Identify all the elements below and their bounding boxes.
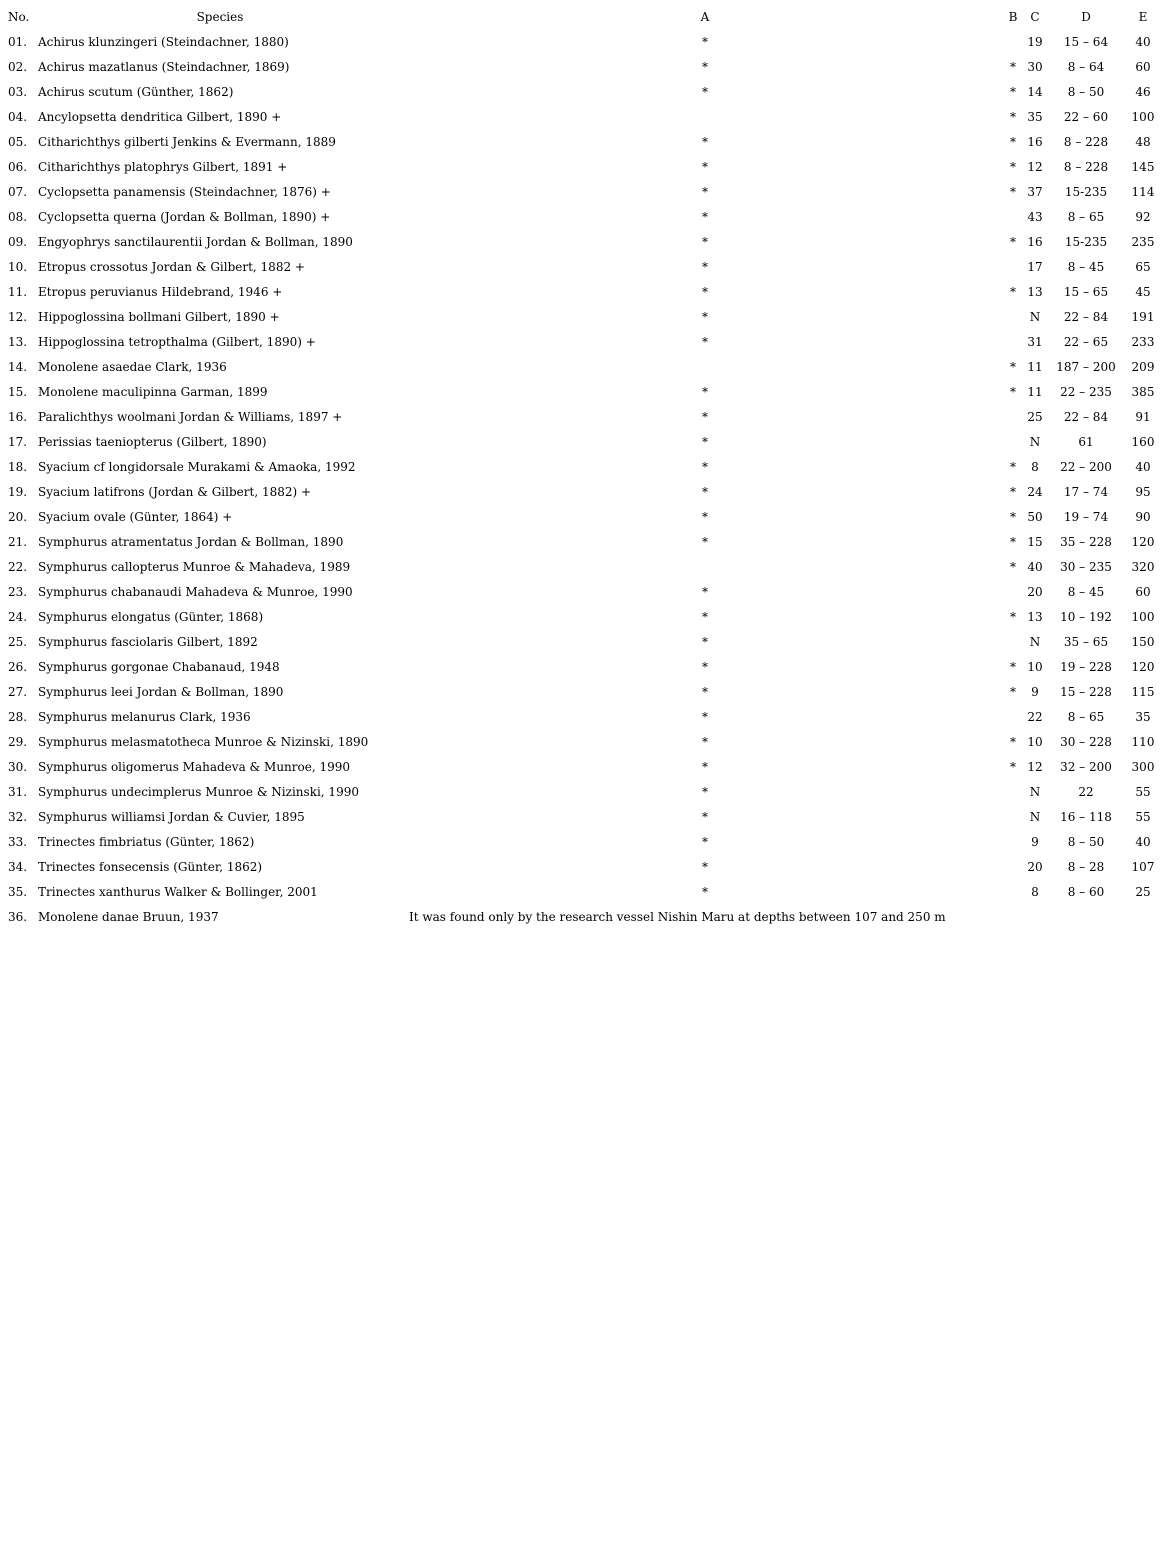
row-species: Symphurus gorgonae Chabanaud, 1948: [38, 660, 280, 674]
table-row: [0, 780, 1165, 805]
table-row: [0, 655, 1165, 680]
row-a: *: [702, 460, 708, 474]
row-no: 02.: [8, 60, 28, 74]
row-a: *: [702, 135, 708, 149]
row-d: 15-235: [1064, 235, 1108, 249]
row-note: It was found only by the research vessel Nishin Maru at depths between 107 and 250 m: [409, 910, 946, 924]
row-c: 15: [1027, 535, 1043, 549]
row-a: *: [702, 510, 708, 524]
row-b: *: [1010, 760, 1016, 774]
row-c: 37: [1027, 185, 1043, 199]
table-row: [0, 355, 1165, 380]
row-species: Symphurus fasciolaris Gilbert, 1892: [38, 635, 258, 649]
row-no: 10.: [8, 260, 28, 274]
row-a: *: [702, 585, 708, 599]
row-e: 233: [1131, 335, 1155, 349]
row-c: 20: [1027, 585, 1043, 599]
row-e: 55: [1135, 810, 1151, 824]
row-d: 8 – 65: [1067, 210, 1105, 224]
row-no: 06.: [8, 160, 28, 174]
row-a: *: [702, 710, 708, 724]
row-species: Paralichthys woolmani Jordan & Williams, 1897 +: [38, 410, 343, 424]
row-species: Ancylopsetta dendritica Gilbert, 1890 +: [38, 110, 282, 124]
row-a: *: [702, 210, 708, 224]
row-e: 191: [1131, 310, 1155, 324]
row-c: 13: [1027, 285, 1043, 299]
row-no: 08.: [8, 210, 28, 224]
table-row: [0, 80, 1165, 105]
row-species: Engyophrys sanctilaurentii Jordan & Bollman, 1890: [38, 235, 353, 249]
row-a: *: [702, 635, 708, 649]
row-species: Monolene maculipinna Garman, 1899: [38, 385, 268, 399]
row-b: *: [1010, 135, 1016, 149]
row-e: 120: [1131, 535, 1155, 549]
row-d: 22 – 65: [1063, 335, 1109, 349]
table-row: [0, 830, 1165, 855]
row-b: *: [1010, 610, 1016, 624]
row-d: 15 – 228: [1060, 685, 1112, 699]
row-c: 9: [1031, 835, 1039, 849]
row-no: 24.: [8, 610, 28, 624]
header-e: E: [1138, 10, 1148, 24]
row-c: 8: [1031, 460, 1039, 474]
row-d: 22 – 200: [1060, 460, 1112, 474]
row-no: 36.: [8, 910, 28, 924]
row-b: *: [1010, 485, 1016, 499]
row-a: *: [702, 385, 708, 399]
row-b: *: [1010, 685, 1016, 699]
row-c: 10: [1027, 660, 1043, 674]
row-no: 19.: [8, 485, 28, 499]
row-a: *: [702, 35, 708, 49]
row-no: 34.: [8, 860, 28, 874]
header-b: B: [1008, 10, 1018, 24]
row-e: 160: [1131, 435, 1155, 449]
row-c: N: [1029, 435, 1041, 449]
row-e: 48: [1135, 135, 1151, 149]
row-e: 110: [1131, 735, 1155, 749]
row-c: 50: [1027, 510, 1043, 524]
row-c: N: [1029, 785, 1041, 799]
row-d: 35 – 228: [1060, 535, 1112, 549]
row-e: 150: [1131, 635, 1155, 649]
row-a: *: [702, 235, 708, 249]
row-c: N: [1029, 310, 1041, 324]
row-species: Symphurus chabanaudi Mahadeva & Munroe, 1990: [38, 585, 353, 599]
row-e: 92: [1135, 210, 1151, 224]
row-d: 8 – 228: [1063, 135, 1109, 149]
row-species: Symphurus callopterus Munroe & Mahadeva, 1989: [38, 560, 351, 574]
row-a: *: [702, 735, 708, 749]
table-row: [0, 730, 1165, 755]
row-species: Cyclopsetta querna (Jordan & Bollman, 1890) +: [38, 210, 331, 224]
row-e: 100: [1131, 110, 1155, 124]
row-e: 120: [1131, 660, 1155, 674]
row-a: *: [702, 160, 708, 174]
table-row: [0, 305, 1165, 330]
row-a: *: [702, 885, 708, 899]
row-b: *: [1010, 285, 1016, 299]
row-no: 09.: [8, 235, 28, 249]
row-species: Citharichthys gilberti Jenkins & Evermann, 1889: [38, 135, 336, 149]
row-d: 22 – 235: [1060, 385, 1112, 399]
row-c: 22: [1027, 710, 1043, 724]
row-c: 12: [1027, 760, 1043, 774]
row-d: 22 – 84: [1063, 410, 1109, 424]
row-e: 45: [1135, 285, 1151, 299]
row-c: 14: [1027, 85, 1043, 99]
row-species: Symphurus atramentatus Jordan & Bollman, 1890: [38, 535, 344, 549]
table-row: [0, 330, 1165, 355]
row-no: 33.: [8, 835, 28, 849]
table-row: [0, 880, 1165, 905]
row-a: *: [702, 760, 708, 774]
row-a: *: [702, 310, 708, 324]
row-species: Cyclopsetta panamensis (Steindachner, 1876) +: [38, 185, 331, 199]
row-b: *: [1010, 235, 1016, 249]
row-e: 65: [1135, 260, 1151, 274]
row-d: 19 – 228: [1060, 660, 1112, 674]
row-d: 22 – 84: [1063, 310, 1109, 324]
table-row: [0, 555, 1165, 580]
row-no: 11.: [8, 285, 28, 299]
row-a: *: [702, 610, 708, 624]
header-d: D: [1081, 10, 1091, 24]
row-no: 01.: [8, 35, 28, 49]
row-b: *: [1010, 360, 1016, 374]
row-species: Syacium latifrons (Jordan & Gilbert, 1882) +: [38, 485, 312, 499]
row-c: 12: [1027, 160, 1043, 174]
header-species: Species: [196, 10, 244, 24]
row-no: 29.: [8, 735, 28, 749]
row-c: 16: [1027, 235, 1043, 249]
table-row: [0, 380, 1165, 405]
row-species: Monolene danae Bruun, 1937: [38, 910, 219, 924]
row-e: 235: [1131, 235, 1155, 249]
row-c: 16: [1027, 135, 1043, 149]
table-row: [0, 605, 1165, 630]
table-row: [0, 455, 1165, 480]
row-species: Citharichthys platophrys Gilbert, 1891 +: [38, 160, 288, 174]
row-c: 17: [1027, 260, 1043, 274]
row-species: Syacium ovale (Günter, 1864) +: [38, 510, 233, 524]
row-species: Symphurus oligomerus Mahadeva & Munroe, 1990: [38, 760, 351, 774]
table-row: [0, 155, 1165, 180]
row-no: 25.: [8, 635, 28, 649]
row-b: *: [1010, 735, 1016, 749]
row-species: Symphurus leei Jordan & Bollman, 1890: [38, 685, 284, 699]
row-b: *: [1010, 535, 1016, 549]
row-d: 17 – 74: [1063, 485, 1109, 499]
row-e: 100: [1131, 610, 1155, 624]
row-c: 13: [1027, 610, 1043, 624]
row-d: 15 – 64: [1063, 35, 1109, 49]
row-d: 8 – 28: [1067, 860, 1105, 874]
row-e: 107: [1131, 860, 1155, 874]
row-d: 8 – 64: [1067, 60, 1105, 74]
row-e: 145: [1131, 160, 1155, 174]
row-b: *: [1010, 185, 1016, 199]
row-a: *: [702, 435, 708, 449]
row-no: 07.: [8, 185, 28, 199]
table-row: [0, 205, 1165, 230]
table-row: [0, 805, 1165, 830]
row-species: Trinectes fimbriatus (Günter, 1862): [38, 835, 255, 849]
row-no: 28.: [8, 710, 28, 724]
row-a: *: [702, 685, 708, 699]
row-e: 95: [1135, 485, 1151, 499]
table-row: [0, 480, 1165, 505]
header-a: A: [700, 10, 710, 24]
row-d: 15 – 65: [1063, 285, 1109, 299]
row-c: 20: [1027, 860, 1043, 874]
row-no: 27.: [8, 685, 28, 699]
row-e: 25: [1135, 885, 1151, 899]
table-row: [0, 430, 1165, 455]
row-e: 60: [1135, 60, 1151, 74]
row-no: 14.: [8, 360, 28, 374]
row-a: *: [702, 485, 708, 499]
table-row: [0, 580, 1165, 605]
row-no: 21.: [8, 535, 28, 549]
row-d: 35 – 65: [1063, 635, 1109, 649]
header-no: No.: [8, 10, 30, 24]
row-c: 31: [1027, 335, 1043, 349]
row-d: 187 – 200: [1056, 360, 1116, 374]
row-e: 40: [1135, 835, 1151, 849]
header-c: C: [1030, 10, 1040, 24]
row-no: 18.: [8, 460, 28, 474]
row-species: Achirus mazatlanus (Steindachner, 1869): [38, 60, 290, 74]
row-species: Symphurus melasmatotheca Munroe & Nizinski, 1890: [38, 735, 369, 749]
row-b: *: [1010, 110, 1016, 124]
row-b: *: [1010, 460, 1016, 474]
row-e: 115: [1131, 685, 1155, 699]
row-species: Symphurus elongatus (Günter, 1868): [38, 610, 264, 624]
row-d: 8 – 60: [1067, 885, 1105, 899]
row-a: *: [702, 260, 708, 274]
row-b: *: [1010, 560, 1016, 574]
table-row: [0, 105, 1165, 130]
row-no: 13.: [8, 335, 28, 349]
row-no: 22.: [8, 560, 28, 574]
row-no: 05.: [8, 135, 28, 149]
table-row: [0, 55, 1165, 80]
row-species: Perissias taeniopterus (Gilbert, 1890): [38, 435, 267, 449]
table-row: [0, 705, 1165, 730]
row-b: *: [1010, 85, 1016, 99]
row-d: 19 – 74: [1063, 510, 1109, 524]
row-d: 8 – 228: [1063, 160, 1109, 174]
row-d: 8 – 50: [1067, 85, 1105, 99]
row-species: Etropus peruvianus Hildebrand, 1946 +: [38, 285, 283, 299]
row-d: 8 – 65: [1067, 710, 1105, 724]
row-a: *: [702, 60, 708, 74]
row-a: *: [702, 860, 708, 874]
row-no: 35.: [8, 885, 28, 899]
row-no: 03.: [8, 85, 28, 99]
row-d: 32 – 200: [1060, 760, 1112, 774]
row-species: Trinectes fonsecensis (Günter, 1862): [38, 860, 263, 874]
row-c: 11: [1027, 385, 1043, 399]
row-c: N: [1029, 635, 1041, 649]
row-c: 25: [1027, 410, 1043, 424]
row-c: 30: [1027, 60, 1043, 74]
row-species: Etropus crossotus Jordan & Gilbert, 1882 +: [38, 260, 305, 274]
row-species: Achirus scutum (Günther, 1862): [38, 85, 234, 99]
table-row: [0, 255, 1165, 280]
row-no: 23.: [8, 585, 28, 599]
row-a: *: [702, 285, 708, 299]
row-species: Hippoglossina bollmani Gilbert, 1890 +: [38, 310, 280, 324]
row-e: 320: [1131, 560, 1155, 574]
row-d: 22 – 60: [1063, 110, 1109, 124]
table-row: [0, 755, 1165, 780]
row-d: 8 – 45: [1067, 260, 1105, 274]
row-species: Symphurus williamsi Jordan & Cuvier, 1895: [38, 810, 305, 824]
table-row: [0, 680, 1165, 705]
row-a: *: [702, 835, 708, 849]
row-e: 300: [1131, 760, 1155, 774]
row-no: 26.: [8, 660, 28, 674]
row-d: 8 – 50: [1067, 835, 1105, 849]
row-a: *: [702, 85, 708, 99]
row-species: Symphurus undecimplerus Munroe & Nizinski, 1990: [38, 785, 359, 799]
row-species: Hippoglossina tetropthalma (Gilbert, 1890) +: [38, 335, 316, 349]
row-e: 90: [1135, 510, 1151, 524]
row-c: 35: [1027, 110, 1043, 124]
row-a: *: [702, 185, 708, 199]
row-a: *: [702, 660, 708, 674]
row-b: *: [1010, 60, 1016, 74]
row-c: 9: [1031, 685, 1039, 699]
table-row: [0, 405, 1165, 430]
row-no: 32.: [8, 810, 28, 824]
row-b: *: [1010, 385, 1016, 399]
row-d: 15-235: [1064, 185, 1108, 199]
row-d: 22: [1078, 785, 1094, 799]
row-a: *: [702, 785, 708, 799]
table-row: [0, 280, 1165, 305]
row-a: *: [702, 535, 708, 549]
table-row: [0, 630, 1165, 655]
row-a: *: [702, 410, 708, 424]
row-e: 91: [1135, 410, 1151, 424]
row-d: 16 – 118: [1060, 810, 1112, 824]
row-no: 16.: [8, 410, 28, 424]
row-d: 30 – 235: [1060, 560, 1112, 574]
row-c: 10: [1027, 735, 1043, 749]
row-c: 8: [1031, 885, 1039, 899]
row-e: 60: [1135, 585, 1151, 599]
table-row: [0, 855, 1165, 880]
row-c: 11: [1027, 360, 1043, 374]
row-c: 19: [1027, 35, 1043, 49]
row-c: 43: [1027, 210, 1043, 224]
row-a: *: [702, 335, 708, 349]
row-species: Syacium cf longidorsale Murakami & Amaoka, 1992: [38, 460, 356, 474]
table-row: [0, 180, 1165, 205]
row-no: 15.: [8, 385, 28, 399]
row-no: 04.: [8, 110, 28, 124]
table-row: [0, 130, 1165, 155]
row-e: 55: [1135, 785, 1151, 799]
row-d: 10 – 192: [1060, 610, 1112, 624]
table-row: [0, 30, 1165, 55]
row-species: Symphurus melanurus Clark, 1936: [38, 710, 251, 724]
table-row-36: [0, 905, 1165, 930]
row-d: 8 – 45: [1067, 585, 1105, 599]
table-row: [0, 230, 1165, 255]
row-e: 385: [1131, 385, 1155, 399]
row-e: 40: [1135, 35, 1151, 49]
table-header: [0, 5, 1165, 30]
row-no: 30.: [8, 760, 28, 774]
row-c: N: [1029, 810, 1041, 824]
row-no: 20.: [8, 510, 28, 524]
row-e: 46: [1135, 85, 1151, 99]
row-species: Achirus klunzingeri (Steindachner, 1880): [38, 35, 289, 49]
row-d: 61: [1078, 435, 1094, 449]
row-no: 31.: [8, 785, 28, 799]
row-e: 114: [1131, 185, 1155, 199]
row-species: Monolene asaedae Clark, 1936: [38, 360, 227, 374]
row-e: 209: [1131, 360, 1155, 374]
row-a: *: [702, 810, 708, 824]
row-no: 17.: [8, 435, 28, 449]
row-c: 24: [1027, 485, 1043, 499]
row-d: 30 – 228: [1060, 735, 1112, 749]
row-species: Trinectes xanthurus Walker & Bollinger, 2001: [38, 885, 318, 899]
row-b: *: [1010, 660, 1016, 674]
row-e: 35: [1135, 710, 1151, 724]
row-e: 40: [1135, 460, 1151, 474]
row-c: 40: [1027, 560, 1043, 574]
table-row: [0, 505, 1165, 530]
row-b: *: [1010, 160, 1016, 174]
table-row: [0, 530, 1165, 555]
row-no: 12.: [8, 310, 28, 324]
row-b: *: [1010, 510, 1016, 524]
